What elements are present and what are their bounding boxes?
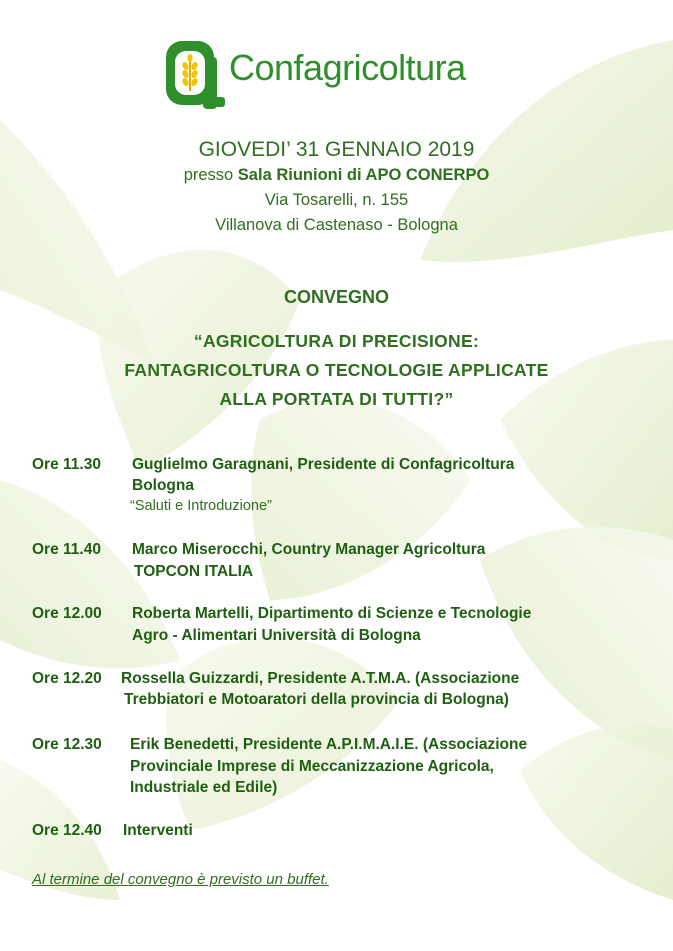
venue-prefix: presso (183, 166, 238, 184)
event-venue (0, 166, 673, 185)
leaf-bottom-right-2 (520, 725, 673, 900)
program-speaker-line: Provinciale Imprese di Meccanizzazione Agricola, (130, 758, 494, 775)
program-time: Ore 11.30 (32, 456, 101, 473)
confagricoltura-logo (163, 37, 523, 109)
program-speaker-line: Marco Miserocchi, Country Manager Agricoltura (132, 541, 486, 558)
program-speaker-line: Erik Benedetti, Presidente A.P.I.M.A.I.E. (Associazione (130, 736, 528, 753)
convegno-title-line-2: FANTAGRICOLTURA O TECNOLOGIE APPLICATE (124, 360, 549, 380)
program-speaker-line: Trebbiatori e Motoaratori della provincia di Bologna) (124, 691, 509, 708)
convegno-label: CONVEGNO (283, 287, 389, 307)
event-city: Villanova di Castenaso - Bologna (215, 216, 458, 234)
program-talk-title: “Saluti e Introduzione” (130, 498, 272, 514)
program-time: Ore 12.00 (32, 605, 102, 622)
program-speaker-line: Interventi (123, 822, 193, 839)
venue-name: Sala Riunioni di APO CONERPO (237, 166, 490, 184)
program-speaker-line: Rossella Guizzardi, Presidente A.T.M.A. (Associazione (121, 670, 520, 687)
program-speaker-line: Guglielmo Garagnani, Presidente di Confagricoltura (132, 456, 515, 473)
program-time: Ore 12.30 (32, 736, 102, 753)
program-speaker-line: TOPCON ITALIA (134, 563, 254, 580)
convegno-title-line-1: “AGRICOLTURA DI PRECISIONE: (193, 331, 480, 351)
program-time: Ore 12.20 (32, 670, 102, 687)
buffet-note: Al termine del convegno è previsto un buffet. (32, 871, 329, 888)
program-speaker-line: Roberta Martelli, Dipartimento di Scienze e Tecnologie (132, 605, 532, 622)
wheat-logo-icon (163, 37, 227, 109)
leaf-center (251, 400, 470, 600)
event-address: Via Tosarelli, n. 155 (264, 191, 409, 209)
program-speaker-line: Bologna (132, 477, 194, 494)
logo-wordmark: Confagricoltura (229, 47, 466, 88)
program-time: Ore 12.40 (32, 822, 102, 839)
program-speaker-line: Industriale ed Edile) (130, 779, 278, 796)
program-time: Ore 11.40 (32, 541, 101, 558)
program-speaker-line: Agro - Alimentari Università di Bologna (132, 627, 421, 644)
convegno-title-line-3: ALLA PORTATA DI TUTTI?” (219, 389, 454, 409)
event-date: GIOVEDI’ 31 GENNAIO 2019 (198, 138, 475, 161)
leaf-bottom-center (166, 637, 400, 830)
